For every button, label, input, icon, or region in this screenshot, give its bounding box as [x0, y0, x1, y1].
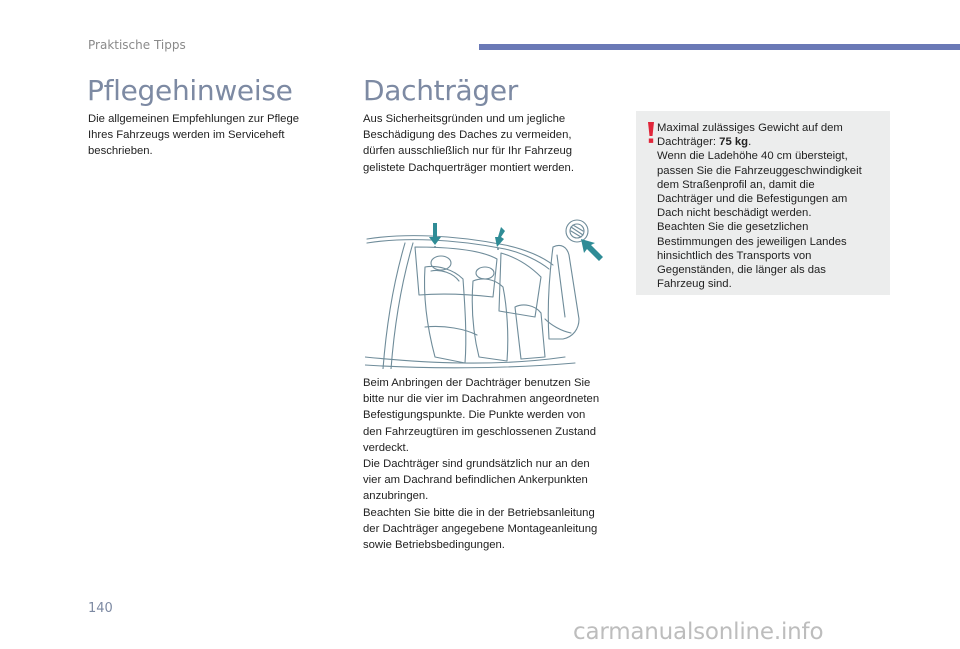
text-line: Beachten Sie bitte die in der Betriebsanleitung: [363, 506, 595, 519]
weight-prefix: Dachträger:: [657, 136, 720, 149]
warning-line: hinsichtlich des Transports von: [657, 249, 812, 262]
text-line: vier am Dachrand befindlichen Ankerpunkten: [363, 474, 588, 487]
page-number: 140: [88, 601, 113, 616]
warning-weight-line: [657, 135, 887, 149]
warning-line: Gegenständen, die länger als das: [657, 264, 826, 277]
text-line: gelistete Dachquerträger montiert werden.: [363, 161, 574, 174]
warning-line: dem Straßenprofil an, damit die: [657, 178, 815, 191]
text-line: anzubringen.: [363, 490, 429, 503]
text-line: bitte nur die vier im Dachrahmen angeordneten: [363, 393, 600, 406]
warning-line: Fahrzeug sind.: [657, 278, 732, 291]
header-accent-bar: [479, 44, 960, 50]
text-line: sowie Betriebsbedingungen.: [363, 539, 505, 552]
warning-line: passen Sie die Fahrzeuggeschwindigkeit: [657, 164, 862, 177]
text-line: Ihres Fahrzeugs werden im Serviceheft: [88, 129, 285, 142]
text-line: Die allgemeinen Empfehlungen zur Pflege: [88, 113, 300, 125]
care-heading: Pflegehinweise: [87, 74, 293, 107]
max-weight-value: 75 kg: [719, 136, 749, 149]
warning-line: Beachten Sie die gesetzlichen: [657, 221, 809, 234]
text-line: verdeckt.: [363, 441, 409, 454]
warning-line: Dachträger und die Befestigungen am: [657, 193, 848, 206]
text-line: Die Dachträger sind grundsätzlich nur an den: [363, 458, 590, 471]
text-line: dürfen ausschließlich nur für Ihr Fahrzeug: [363, 145, 573, 158]
text-line: Beschädigung des Daches zu vermeiden,: [363, 129, 572, 142]
weight-suffix: .: [748, 136, 752, 149]
exclamation-icon: [645, 122, 657, 144]
text-line: Aus Sicherheitsgründen und um jegliche: [363, 113, 566, 125]
text-line: der Dachträger angegebene Montageanleitung: [363, 522, 598, 535]
warning-line: Wenn die Ladehöhe 40 cm übersteigt,: [657, 150, 848, 163]
warning-line: Maximal zulässiges Gewicht auf dem: [657, 122, 843, 134]
care-text: [88, 111, 333, 160]
warning-line: Bestimmungen des jeweiligen Landes: [657, 235, 847, 248]
section-label: Praktische Tipps: [88, 38, 186, 52]
warning-text: [657, 121, 887, 291]
car-roof-attachment-illustration: [365, 207, 613, 369]
warning-line: Dach nicht beschädigt werden.: [657, 207, 812, 220]
text-line: Beim Anbringen der Dachträger benutzen Sie: [363, 377, 591, 389]
roof-rack-heading: Dachträger: [363, 74, 519, 107]
roof-rack-instructions: [363, 375, 621, 553]
watermark: carmanualsonline.info: [573, 619, 824, 645]
roof-rack-intro: [363, 111, 613, 176]
text-line: den Fahrzeugtüren im geschlossenen Zustand: [363, 425, 596, 438]
text-line: beschrieben.: [88, 145, 153, 158]
text-line: Befestigungspunkte. Die Punkte werden von: [363, 409, 586, 422]
